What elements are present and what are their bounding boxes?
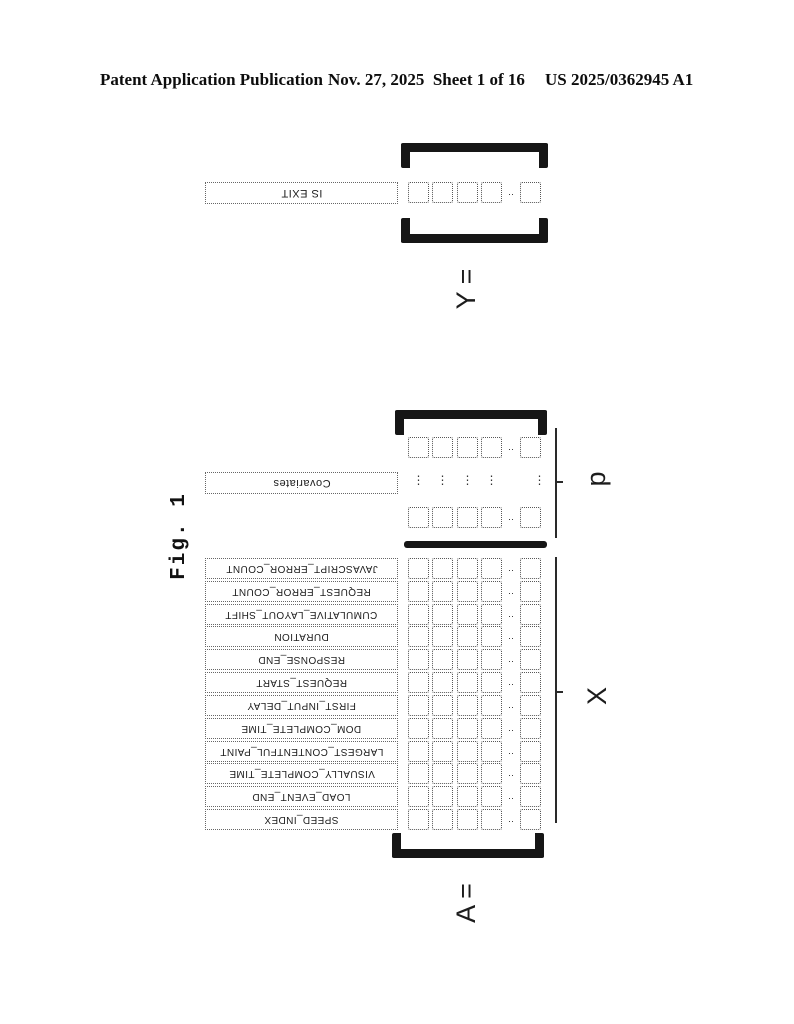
date-sheet-info: Nov. 27, 2025 Sheet 1 of 16	[328, 70, 525, 89]
matrix-cell	[432, 437, 453, 458]
matrix-cell	[457, 763, 478, 784]
matrix-cell	[481, 741, 502, 762]
matrix-cell	[481, 558, 502, 579]
x-label: X	[581, 687, 612, 706]
matrix-cell	[408, 604, 429, 625]
matrix-cell	[408, 581, 429, 602]
is-exit-label-box	[205, 182, 398, 204]
matrix-cell	[457, 507, 478, 528]
matrix-cell	[432, 695, 453, 716]
matrix-cell	[457, 581, 478, 602]
covariates-label: Covariates	[272, 477, 331, 489]
matrix-cell	[520, 718, 541, 739]
row-ellipsis-dots: ‥	[507, 791, 514, 801]
column-ellipsis-dots: ⋮	[461, 473, 474, 487]
x-brace-line	[555, 557, 557, 823]
x-brace-tick	[557, 691, 563, 693]
matrix-cell	[481, 786, 502, 807]
row-ellipsis-dots: ‥	[507, 700, 514, 710]
row-ellipsis-dots: ‥	[507, 768, 514, 778]
row-ellipsis-dots: ‥	[507, 442, 514, 452]
feature-label-box	[205, 695, 398, 716]
row-ellipsis-dots: ‥	[507, 563, 514, 573]
row-ellipsis-dots: ‥	[507, 187, 514, 197]
matrix-cell	[520, 626, 541, 647]
matrix-cell	[520, 809, 541, 830]
matrix-cell	[481, 672, 502, 693]
matrix-cell	[408, 786, 429, 807]
matrix-cell	[481, 437, 502, 458]
figure-caption: Fig. 1	[167, 492, 191, 580]
matrix-cell	[457, 741, 478, 762]
patent-number: US 2025/0362945 A1	[545, 70, 694, 89]
matrix-cell	[432, 649, 453, 670]
row-ellipsis-dots: ‥	[507, 512, 514, 522]
matrix-cell	[520, 672, 541, 693]
p-label: p	[580, 471, 611, 487]
matrix-cell	[520, 763, 541, 784]
feature-label: DURATION	[274, 631, 329, 642]
feature-label-box	[205, 718, 398, 739]
feature-label-box	[205, 809, 398, 830]
matrix-cell	[408, 437, 429, 458]
a-matrix-bracket-top	[395, 410, 547, 435]
p-brace-tick	[557, 481, 563, 483]
row-ellipsis-dots: ‥	[507, 631, 514, 641]
matrix-cell	[481, 507, 502, 528]
matrix-cell	[481, 626, 502, 647]
row-ellipsis-dots: ‥	[507, 609, 514, 619]
feature-label: VISUALLY_COMPLETE_TIME	[228, 768, 375, 779]
publication-title: Patent Application Publication	[100, 70, 323, 89]
matrix-cell	[457, 182, 478, 203]
matrix-cell	[520, 604, 541, 625]
row-ellipsis-dots: ‥	[507, 746, 514, 756]
matrix-cell	[408, 558, 429, 579]
matrix-cell	[432, 626, 453, 647]
matrix-cell	[432, 763, 453, 784]
y-equals-label: Y =	[450, 268, 481, 310]
matrix-cell	[520, 507, 541, 528]
column-ellipsis-dots: ⋮	[412, 473, 425, 487]
matrix-cell	[457, 604, 478, 625]
feature-label: RESPONSE_END	[257, 654, 346, 665]
matrix-cell	[520, 581, 541, 602]
matrix-cell	[408, 649, 429, 670]
feature-label: SPEED_INDEX	[264, 814, 339, 825]
matrix-cell	[432, 182, 453, 203]
row-ellipsis-dots: ‥	[507, 677, 514, 687]
matrix-cell	[408, 672, 429, 693]
matrix-cell	[408, 809, 429, 830]
matrix-cell	[520, 695, 541, 716]
matrix-cell	[432, 581, 453, 602]
matrix-cell	[457, 695, 478, 716]
covariates-label-box	[205, 472, 398, 494]
matrix-cell	[457, 718, 478, 739]
is-exit-label: IS EXIT	[280, 187, 323, 199]
column-ellipsis-dots: ⋮	[436, 473, 449, 487]
matrix-cell	[408, 695, 429, 716]
matrix-cell	[432, 809, 453, 830]
row-ellipsis-dots: ‥	[507, 723, 514, 733]
matrix-cell	[457, 649, 478, 670]
row-ellipsis-dots: ‥	[507, 814, 514, 824]
matrix-cell	[432, 558, 453, 579]
row-ellipsis-dots: ‥	[507, 586, 514, 596]
matrix-cell	[432, 718, 453, 739]
matrix-cell	[520, 182, 541, 203]
matrix-cell	[520, 558, 541, 579]
feature-label: CUMULATIVE_LAYOUT_SHIFT	[225, 609, 378, 620]
feature-label: JAVASCRIPT_ERROR_COUNT	[225, 563, 378, 574]
matrix-cell	[481, 695, 502, 716]
feature-label: FIRST_INPUT_DELAY	[247, 700, 356, 711]
feature-label-box	[205, 786, 398, 807]
feature-label-box	[205, 604, 398, 625]
matrix-cell	[481, 718, 502, 739]
matrix-cell	[457, 786, 478, 807]
matrix-cell	[408, 626, 429, 647]
feature-label: REQUEST_ERROR_COUNT	[232, 586, 371, 597]
feature-label-box	[205, 672, 398, 693]
matrix-cell	[481, 649, 502, 670]
feature-label: DOM_COMPLETE_TIME	[241, 723, 362, 734]
matrix-cell	[432, 672, 453, 693]
matrix-cell	[432, 786, 453, 807]
feature-label: LOAD_EVENT_END	[252, 791, 351, 802]
matrix-cell	[481, 763, 502, 784]
matrix-cell	[408, 507, 429, 528]
matrix-cell	[520, 437, 541, 458]
matrix-cell	[432, 741, 453, 762]
matrix-cell	[457, 809, 478, 830]
feature-label-box	[205, 626, 398, 647]
matrix-cell	[457, 672, 478, 693]
feature-label-box	[205, 581, 398, 602]
matrix-cell	[520, 649, 541, 670]
matrix-cell	[457, 558, 478, 579]
matrix-cell	[481, 182, 502, 203]
matrix-cell	[457, 437, 478, 458]
matrix-cell	[408, 718, 429, 739]
feature-label-box	[205, 763, 398, 784]
column-ellipsis-dots: ⋮	[485, 473, 498, 487]
matrix-cell	[432, 604, 453, 625]
matrix-cell	[408, 763, 429, 784]
y-matrix-bracket-top	[401, 143, 548, 168]
matrix-cell	[408, 741, 429, 762]
matrix-cell	[457, 626, 478, 647]
row-ellipsis-dots: ‥	[507, 654, 514, 664]
a-equals-label: A =	[450, 883, 481, 923]
feature-label: LARGEST_CONTENTFUL_PAINT	[219, 746, 384, 757]
matrix-cell	[520, 741, 541, 762]
matrix-cell	[432, 507, 453, 528]
feature-label-box	[205, 741, 398, 762]
feature-label-box	[205, 649, 398, 670]
p-brace-line	[555, 428, 557, 538]
column-ellipsis-dots: ⋮	[533, 473, 546, 487]
feature-label-box	[205, 558, 398, 579]
matrix-cell	[481, 581, 502, 602]
feature-label: REQUEST_START	[256, 677, 347, 688]
matrix-cell	[481, 809, 502, 830]
matrix-cell	[481, 604, 502, 625]
matrix-cell	[520, 786, 541, 807]
matrix-separator	[404, 541, 547, 548]
matrix-cell	[408, 182, 429, 203]
